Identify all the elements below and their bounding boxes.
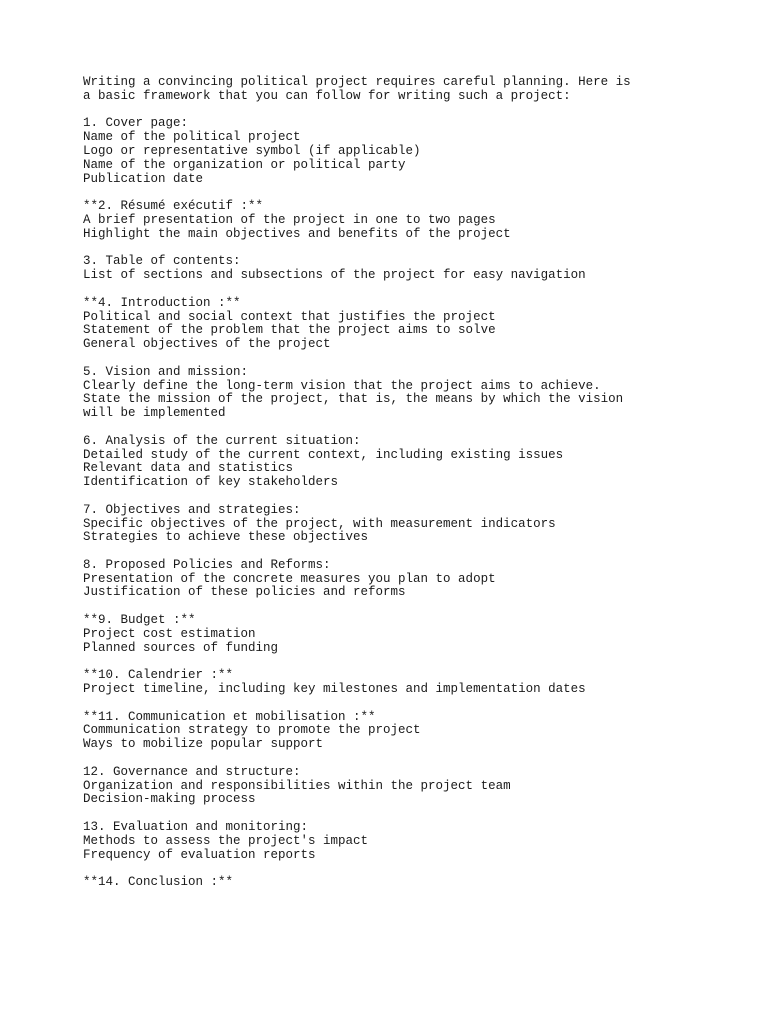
section-heading: 12. Governance and structure: — [83, 764, 301, 779]
intro-line: a basic framework that you can follow for writing such a project: — [83, 88, 571, 103]
section-communication — [83, 711, 683, 752]
section-calendar — [83, 669, 683, 697]
document-body — [83, 76, 683, 904]
section-heading: 3. Table of contents: — [83, 254, 241, 269]
section-heading: **14. Conclusion :** — [83, 875, 234, 890]
section-line: Detailed study of the current context, including existing issues — [83, 447, 564, 462]
section-executive-summary — [83, 200, 683, 241]
section-current-situation — [83, 435, 683, 490]
section-line: Statement of the problem that the project aims to solve — [83, 323, 496, 338]
section-line: A brief presentation of the project in one to two pages — [83, 212, 496, 227]
section-line: Relevant data and statistics — [83, 461, 294, 476]
section-line: Decision-making process — [83, 792, 256, 807]
section-line: Strategies to achieve these objectives — [83, 530, 369, 545]
intro-paragraph — [83, 76, 683, 104]
section-line: Name of the political project — [83, 130, 301, 145]
section-table-of-contents — [83, 255, 683, 283]
section-line: List of sections and subsections of the project for easy navigation — [83, 268, 586, 283]
section-heading: 1. Cover page: — [83, 116, 189, 131]
section-line: Logo or representative symbol (if applicable) — [83, 143, 421, 158]
section-line: Name of the organization or political party — [83, 157, 406, 172]
section-line: Project timeline, including key milestones and implementation dates — [83, 682, 586, 697]
section-budget — [83, 614, 683, 655]
section-line: will be implemented — [83, 406, 226, 421]
section-policies-reforms — [83, 559, 683, 600]
intro-line: Writing a convincing political project requires careful planning. Here is — [83, 75, 631, 89]
section-heading: 5. Vision and mission: — [83, 364, 249, 379]
section-line: Presentation of the concrete measures you plan to adopt — [83, 571, 496, 586]
section-line: Justification of these policies and reforms — [83, 585, 406, 600]
section-line: Ways to mobilize popular support — [83, 737, 324, 752]
section-heading: 6. Analysis of the current situation: — [83, 433, 361, 448]
section-line: Project cost estimation — [83, 626, 256, 641]
section-evaluation — [83, 821, 683, 862]
section-heading: 7. Objectives and strategies: — [83, 502, 301, 517]
section-line: Organization and responsibilities within the project team — [83, 778, 511, 793]
section-conclusion — [83, 876, 683, 890]
section-heading: **4. Introduction :** — [83, 295, 241, 310]
section-line: General objectives of the project — [83, 337, 331, 352]
section-line: State the mission of the project, that is, the means by which the vision — [83, 392, 624, 407]
section-introduction — [83, 297, 683, 352]
section-line: Planned sources of funding — [83, 640, 279, 655]
section-heading: **2. Résumé exécutif :** — [83, 199, 264, 214]
section-objectives-strategies — [83, 504, 683, 545]
section-cover-page — [83, 117, 683, 186]
section-line: Highlight the main objectives and benefits of the project — [83, 226, 511, 241]
section-line: Specific objectives of the project, with measurement indicators — [83, 516, 556, 531]
section-heading: **11. Communication et mobilisation :** — [83, 709, 376, 724]
section-heading: 8. Proposed Policies and Reforms: — [83, 557, 331, 572]
section-line: Publication date — [83, 171, 204, 186]
section-heading: 13. Evaluation and monitoring: — [83, 820, 309, 835]
section-heading: **9. Budget :** — [83, 613, 196, 628]
section-heading: **10. Calendrier :** — [83, 668, 234, 683]
section-line: Political and social context that justifies the project — [83, 309, 496, 324]
section-governance — [83, 766, 683, 807]
section-vision-mission — [83, 366, 683, 421]
section-line: Clearly define the long-term vision that the project aims to achieve. — [83, 378, 601, 393]
section-line: Frequency of evaluation reports — [83, 847, 316, 862]
section-line: Methods to assess the project's impact — [83, 833, 369, 848]
section-line: Identification of key stakeholders — [83, 475, 339, 490]
section-line: Communication strategy to promote the project — [83, 723, 421, 738]
